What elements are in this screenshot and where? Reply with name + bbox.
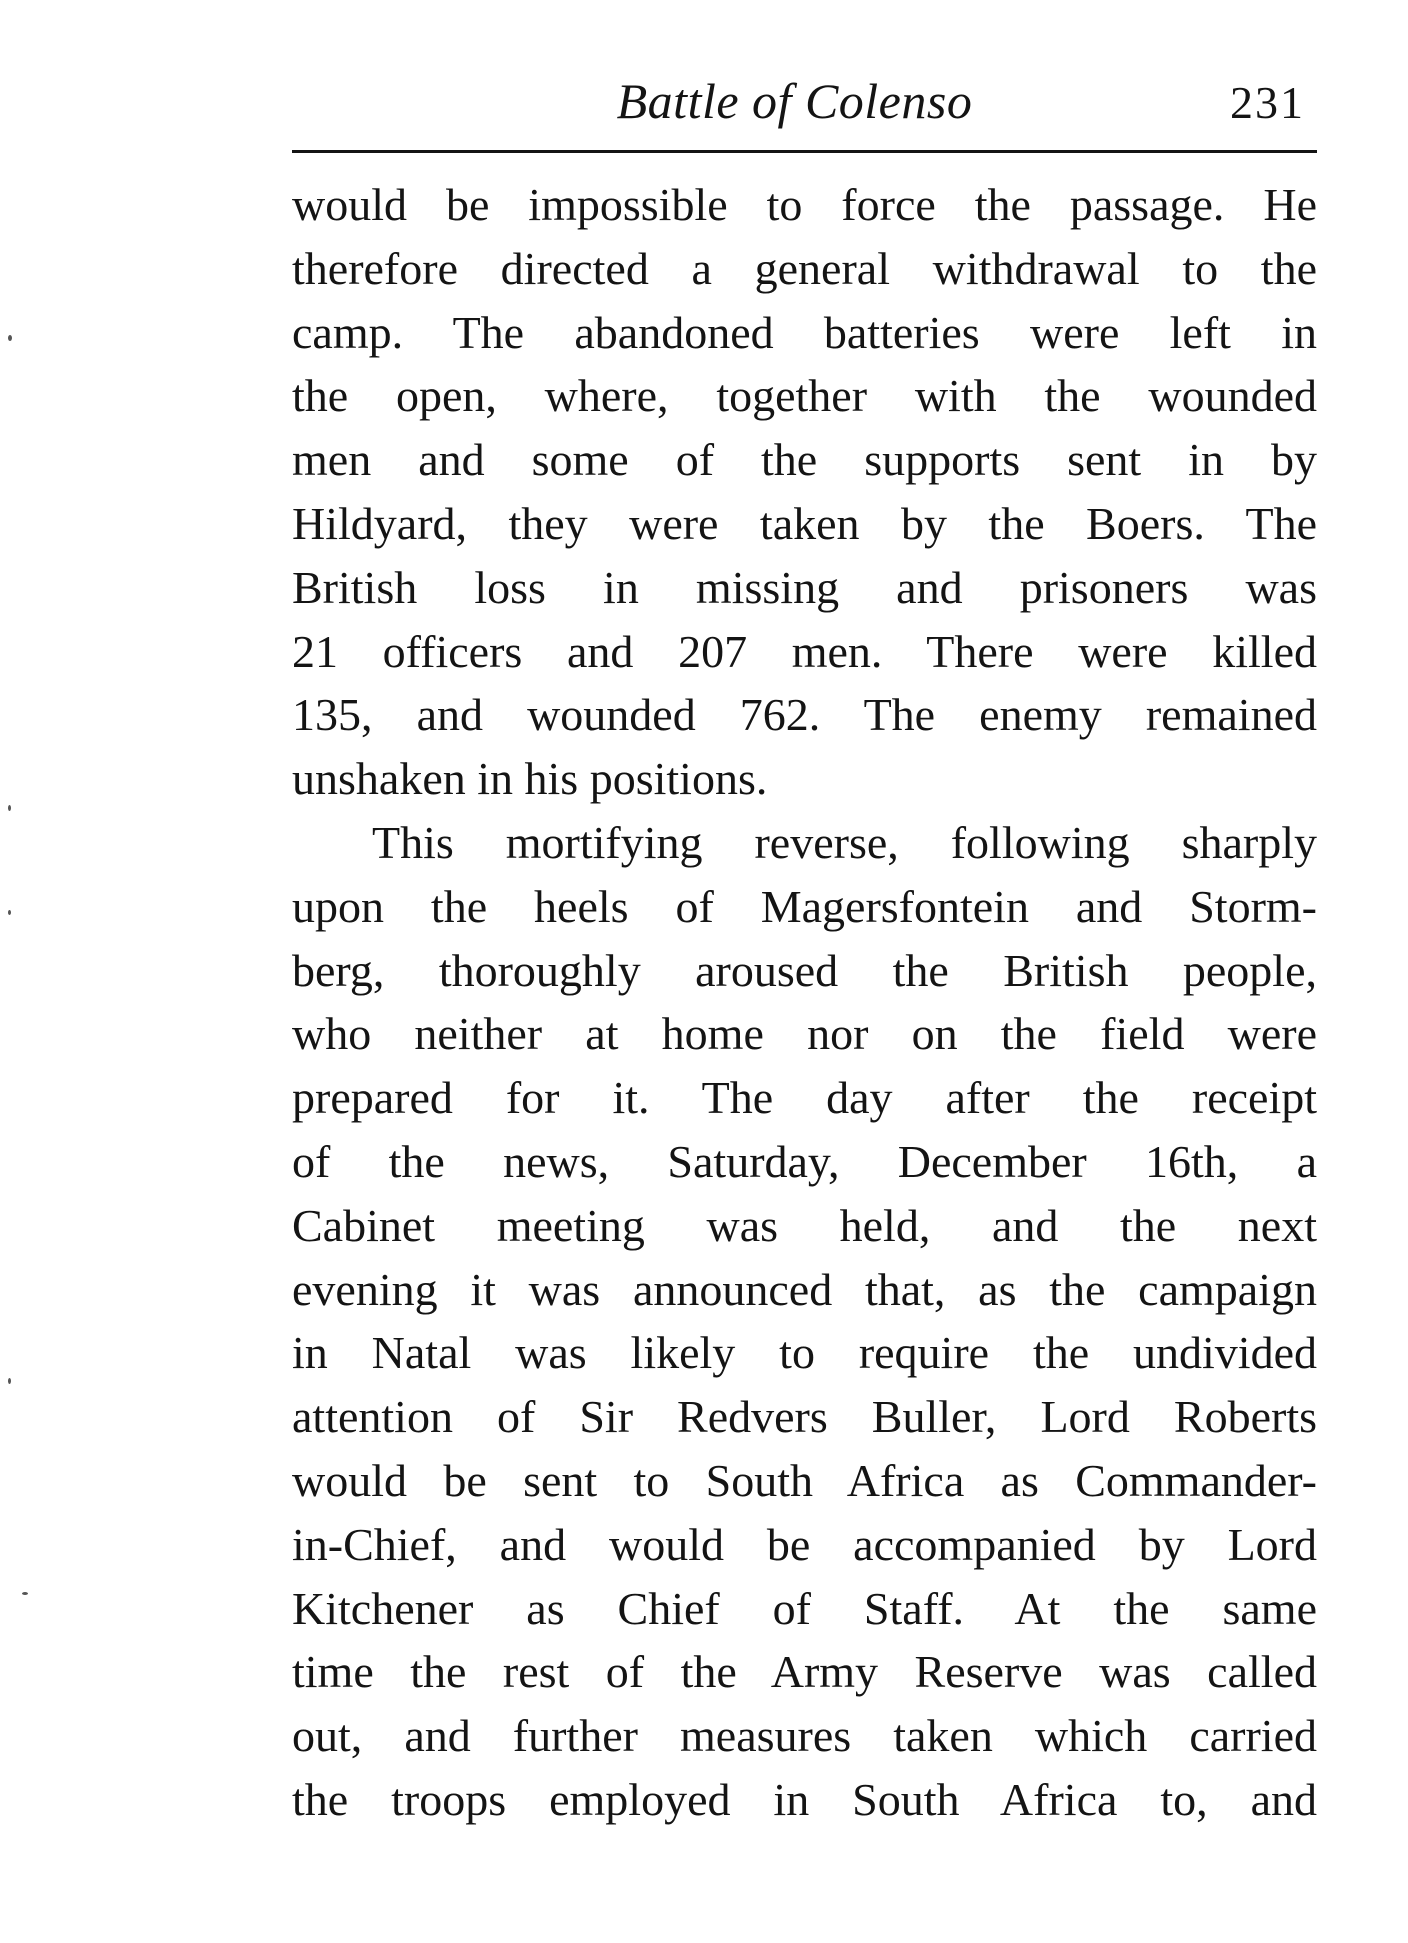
scan-speck [22,1592,28,1595]
text-line: would be sent to South Africa as Commander- [292,1454,1317,1506]
text-line: 135, and wounded 762. The enemy remained [292,689,1317,741]
scan-speck [8,805,11,811]
text-line: who neither at home nor on the field were [292,1008,1317,1060]
text-line: in Natal was likely to require the undivided [292,1327,1317,1379]
text-line: time the rest of the Army Reserve was called [292,1646,1317,1698]
text-line: men and some of the supports sent in by [292,434,1317,486]
running-title: Battle of Colenso [616,73,973,129]
text-line: British loss in missing and prisoners was [292,561,1317,613]
text-line: the open, where, together with the wounded [292,370,1317,422]
text-line: This mortifying reverse, following sharply [372,816,1317,868]
text-line: would be impossible to force the passage. He [292,179,1317,230]
page-number: 231 [1230,77,1305,128]
text-line: berg, thoroughly aroused the British people, [292,944,1317,996]
text-line: evening it was announced that, as the campaign [292,1263,1317,1315]
text-line: prepared for it. The day after the receipt [292,1072,1317,1124]
text-line: upon the heels of Magersfontein and Storm- [292,880,1317,932]
text-line: of the news, Saturday, December 16th, a [292,1135,1317,1187]
text-line: out, and further measures taken which carried [292,1710,1317,1762]
body-text [292,173,1317,1832]
text-line: unshaken in his positions. [292,753,768,805]
text-line: 21 officers and 207 men. There were killed [292,625,1317,677]
text-line: the troops employed in South Africa to, and [292,1773,1317,1825]
text-line: camp. The abandoned batteries were left in [292,306,1317,358]
scan-speck [8,1378,11,1384]
running-head [292,62,1317,132]
header-rule [292,150,1317,153]
scan-speck [8,910,11,915]
text-line: in-Chief, and would be accompanied by Lord [292,1518,1317,1570]
text-line: attention of Sir Redvers Buller, Lord Roberts [292,1391,1317,1443]
text-line: Hildyard, they were taken by the Boers. The [292,497,1317,549]
scan-speck [8,335,12,341]
text-line: Cabinet meeting was held, and the next [292,1199,1317,1251]
paragraph-2 [292,811,1317,1832]
text-line: Kitchener as Chief of Staff. At the same [292,1582,1317,1634]
text-line: therefore directed a general withdrawal to the [292,242,1317,294]
paragraph-1 [292,173,1317,811]
